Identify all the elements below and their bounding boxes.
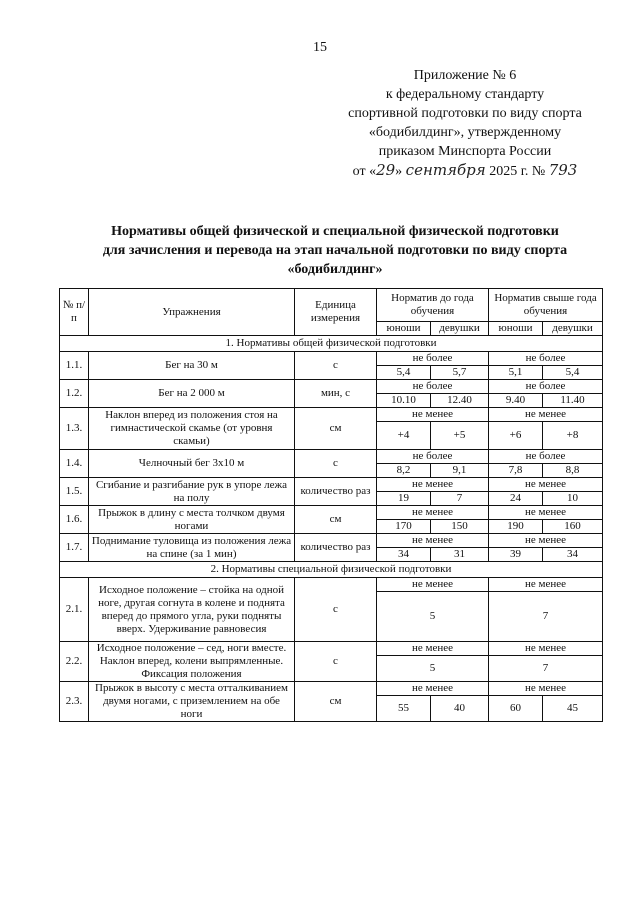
date-prefix: от «: [352, 164, 377, 179]
row-condition: не менее: [489, 642, 603, 656]
row-condition: не более: [489, 450, 603, 464]
title-line-1: Нормативы общей физической и специальной физической подготовки: [111, 224, 559, 239]
value-cell: 9.40: [489, 394, 543, 408]
row-exercise: Бег на 30 м: [89, 352, 295, 380]
row-num: 1.5.: [60, 478, 89, 506]
row-unit: мин, с: [295, 380, 377, 408]
row-exercise: Наклон вперед из положения стоя на гимнастической скамье (от уровня скамьи): [89, 408, 295, 450]
value-cell: 7,8: [489, 464, 543, 478]
value-cell: 160: [543, 520, 603, 534]
value-cell: 40: [431, 696, 489, 722]
row-num: 1.1.: [60, 352, 89, 380]
row-num: 2.3.: [60, 682, 89, 722]
row-unit: с: [295, 352, 377, 380]
document-title: [40, 222, 630, 279]
value-cell: 7: [489, 656, 603, 682]
value-cell: 8,8: [543, 464, 603, 478]
row-num: 1.2.: [60, 380, 89, 408]
row-condition: не более: [489, 380, 603, 394]
row-condition: не менее: [489, 506, 603, 520]
row-exercise: Бег на 2 000 м: [89, 380, 295, 408]
appendix-line-5: приказом Минспорта России: [378, 144, 552, 159]
row-exercise: Сгибание и разгибание рук в упоре лежа на полу: [89, 478, 295, 506]
row-condition: не более: [377, 380, 489, 394]
value-cell: 190: [489, 520, 543, 534]
value-cell: 7: [489, 592, 603, 642]
date-mid: »: [395, 164, 403, 179]
row-exercise: Поднимание туловища из положения лежа на спине (за 1 мин): [89, 534, 295, 562]
row-exercise: Исходное положение – стойка на одной ноге, другая согнута в колене и поднята вперед до прямого угла, руки подняты вверх. Удерживание равновесия: [89, 578, 295, 642]
appendix-line-3: спортивной подготовки по виду спорта: [348, 106, 582, 121]
row-num: 2.1.: [60, 578, 89, 642]
value-cell: 34: [543, 548, 603, 562]
header-num: № п/п: [60, 289, 89, 336]
row-condition: не менее: [377, 478, 489, 492]
value-cell: 7: [431, 492, 489, 506]
value-cell: 60: [489, 696, 543, 722]
row-condition: не менее: [489, 534, 603, 548]
value-cell: 55: [377, 696, 431, 722]
value-cell: 5,1: [489, 366, 543, 380]
header-boys: юноши: [489, 322, 543, 336]
header-unit: Единица измерения: [295, 289, 377, 336]
row-unit: количество раз: [295, 534, 377, 562]
row-exercise: Прыжок в высоту с места отталкиванием двумя ногами, с приземлением на обе ноги: [89, 682, 295, 722]
title-line-2: для зачисления и перевода на этап начальной подготовки по виду спорта: [102, 243, 568, 258]
row-unit: с: [295, 578, 377, 642]
row-unit: количество раз: [295, 478, 377, 506]
header-girls: девушки: [431, 322, 489, 336]
appendix-line-2: к федеральному стандарту: [385, 87, 545, 102]
header-girls: девушки: [543, 322, 603, 336]
row-exercise: Челночный бег 3х10 м: [89, 450, 295, 478]
title-line-3: «бодибилдинг»: [287, 262, 383, 277]
row-num: 1.4.: [60, 450, 89, 478]
row-condition: не менее: [377, 578, 489, 592]
value-cell: 12.40: [431, 394, 489, 408]
value-cell: +4: [377, 422, 431, 450]
section-1-title: 1. Нормативы общей физической подготовки: [60, 336, 603, 352]
value-cell: 5,7: [431, 366, 489, 380]
value-cell: 24: [489, 492, 543, 506]
value-cell: 150: [431, 520, 489, 534]
value-cell: 19: [377, 492, 431, 506]
row-condition: не более: [377, 450, 489, 464]
row-condition: не более: [489, 352, 603, 366]
value-cell: 9,1: [431, 464, 489, 478]
row-num: 1.6.: [60, 506, 89, 534]
value-cell: 5: [377, 592, 489, 642]
appendix-date-line: [330, 161, 600, 181]
handwritten-number: 793: [548, 161, 578, 179]
header-norm-over-year: Норматив свыше года обучения: [489, 289, 603, 322]
row-exercise: Исходное положение – сед, ноги вместе. Наклон вперед, колени выпрямленные. Фиксация положения: [89, 642, 295, 682]
section-2-title: 2. Нормативы специальной физической подготовки: [60, 562, 603, 578]
row-unit: см: [295, 682, 377, 722]
row-condition: не менее: [377, 506, 489, 520]
appendix-line-1: Приложение № 6: [413, 68, 517, 83]
handwritten-month: сентября: [405, 161, 486, 179]
header-exercise: Упражнения: [89, 289, 295, 336]
row-condition: не менее: [377, 408, 489, 422]
header-boys: юноши: [377, 322, 431, 336]
row-num: 1.3.: [60, 408, 89, 450]
value-cell: 170: [377, 520, 431, 534]
value-cell: 45: [543, 696, 603, 722]
value-cell: 5: [377, 656, 489, 682]
row-condition: не менее: [377, 534, 489, 548]
value-cell: 39: [489, 548, 543, 562]
value-cell: 11.40: [543, 394, 603, 408]
appendix-line-4: «бодибилдинг», утвержденному: [368, 125, 562, 140]
row-exercise: Прыжок в длину с места толчком двумя ногами: [89, 506, 295, 534]
handwritten-day: 29: [376, 161, 396, 179]
value-cell: +8: [543, 422, 603, 450]
row-condition: не менее: [489, 408, 603, 422]
value-cell: 5,4: [377, 366, 431, 380]
date-year: 2025 г. №: [489, 164, 546, 179]
standards-table: [59, 288, 603, 722]
row-condition: не менее: [489, 578, 603, 592]
appendix-block: [330, 66, 600, 181]
row-condition: не менее: [377, 682, 489, 696]
value-cell: 31: [431, 548, 489, 562]
value-cell: 34: [377, 548, 431, 562]
value-cell: 10.10: [377, 394, 431, 408]
row-num: 1.7.: [60, 534, 89, 562]
value-cell: 5,4: [543, 366, 603, 380]
row-num: 2.2.: [60, 642, 89, 682]
header-norm-first-year: Норматив до года обучения: [377, 289, 489, 322]
row-condition: не менее: [489, 682, 603, 696]
value-cell: +5: [431, 422, 489, 450]
value-cell: 10: [543, 492, 603, 506]
row-condition: не менее: [377, 642, 489, 656]
row-unit: см: [295, 408, 377, 450]
row-unit: см: [295, 506, 377, 534]
page-number: 15: [313, 40, 327, 55]
row-condition: не более: [377, 352, 489, 366]
row-condition: не менее: [489, 478, 603, 492]
value-cell: 8,2: [377, 464, 431, 478]
row-unit: с: [295, 642, 377, 682]
value-cell: +6: [489, 422, 543, 450]
row-unit: с: [295, 450, 377, 478]
